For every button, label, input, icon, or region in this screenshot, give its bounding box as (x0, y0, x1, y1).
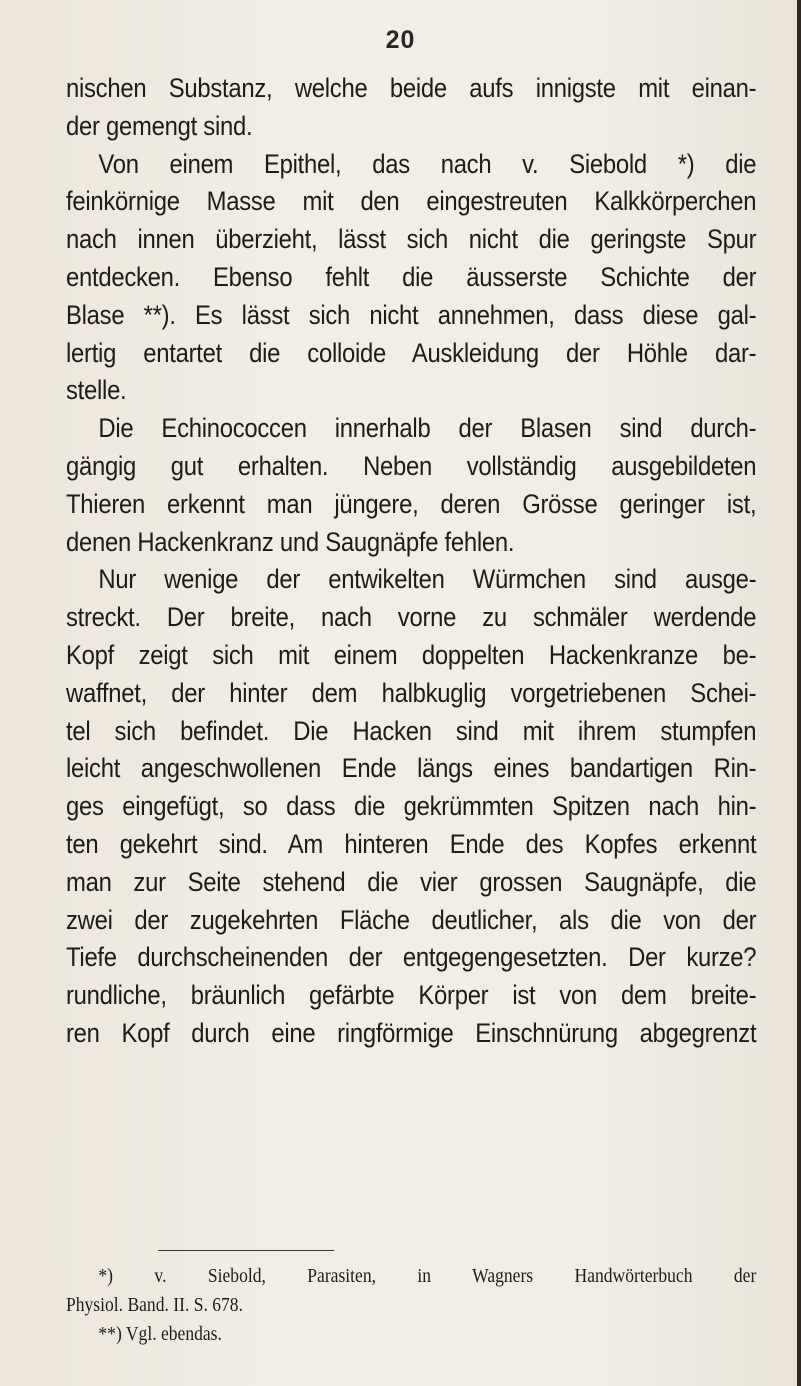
text-line: ren Kopf durch eine ringförmige Einschnürung abgegrenzt (66, 1017, 757, 1048)
text-line: tel sich befindet. Die Hacken sind mit ihrem stumpfen (66, 715, 757, 746)
page-edge-shadow (797, 0, 801, 1386)
text-line: leicht angeschwollenen Ende längs eines bandartigen Rin- (66, 753, 757, 784)
text-line: Die Echinococcen innerhalb der Blasen sind durch- (98, 413, 757, 444)
text-line: streckt. Der breite, nach vorne zu schmäler werdende (66, 602, 757, 633)
text-line: rundliche, bräunlich gefärbte Körper ist von dem breite- (66, 980, 757, 1011)
text-line: ten gekehrt sind. Am hinteren Ende des Kopfes erkennt (66, 828, 757, 859)
text-line: feinkörnige Masse mit den eingestreuten Kalkkörperchen (66, 186, 757, 217)
text-line: denen Hackenkranz und Saugnäpfe fehlen. (66, 526, 515, 557)
footnote-line: *) v. Siebold, Parasiten, in Wagners Handwörterbuch der (98, 1266, 757, 1287)
text-line: gängig gut erhalten. Neben vollständig ausgebildeten (66, 450, 757, 481)
footnotes (66, 1262, 756, 1349)
text-line: der gemengt sind. (66, 110, 253, 141)
footnote-separator (158, 1250, 334, 1251)
text-line: zwei der zugekehrten Fläche deutlicher, als die von der (66, 904, 757, 935)
footnote-line: Physiol. Band. II. S. 678. (66, 1295, 243, 1316)
text-line: ges eingefügt, so dass die gekrümmten Spitzen nach hin- (66, 791, 757, 822)
page-number: 20 (385, 26, 416, 54)
text-line: man zur Seite stehend die vier grossen Saugnäpfe, die (66, 866, 757, 897)
text-line: Von einem Epithel, das nach v. Siebold *) die (98, 148, 757, 179)
text-line: Thieren erkennt man jüngere, deren Grösse geringer ist, (66, 488, 757, 519)
text-line: entdecken. Ebenso fehlt die äusserste Schichte der (66, 261, 757, 292)
text-line: Blase **). Es lässt sich nicht annehmen, dass diese gal- (66, 299, 757, 330)
text-line: Tiefe durchscheinenden der entgegengesetzten. Der kurze? (66, 942, 757, 973)
footnote-line: **) Vgl. ebendas. (98, 1324, 222, 1345)
text-line: stelle. (66, 375, 127, 406)
text-line: waffnet, der hinter dem halbkuglig vorgetriebenen Schei- (66, 677, 757, 708)
text-line: nach innen überzieht, lässt sich nicht die geringste Spur (66, 224, 757, 255)
text-line: Kopf zeigt sich mit einem doppelten Hackenkranze be- (66, 639, 757, 670)
text-line: nischen Substanz, welche beide aufs innigste mit einan- (66, 73, 757, 103)
text-line: lertig entartet die colloide Auskleidung der Höhle dar- (66, 337, 757, 368)
text-line: Nur wenige der entwikelten Würmchen sind ausge- (98, 564, 757, 595)
body-text (66, 70, 756, 1053)
